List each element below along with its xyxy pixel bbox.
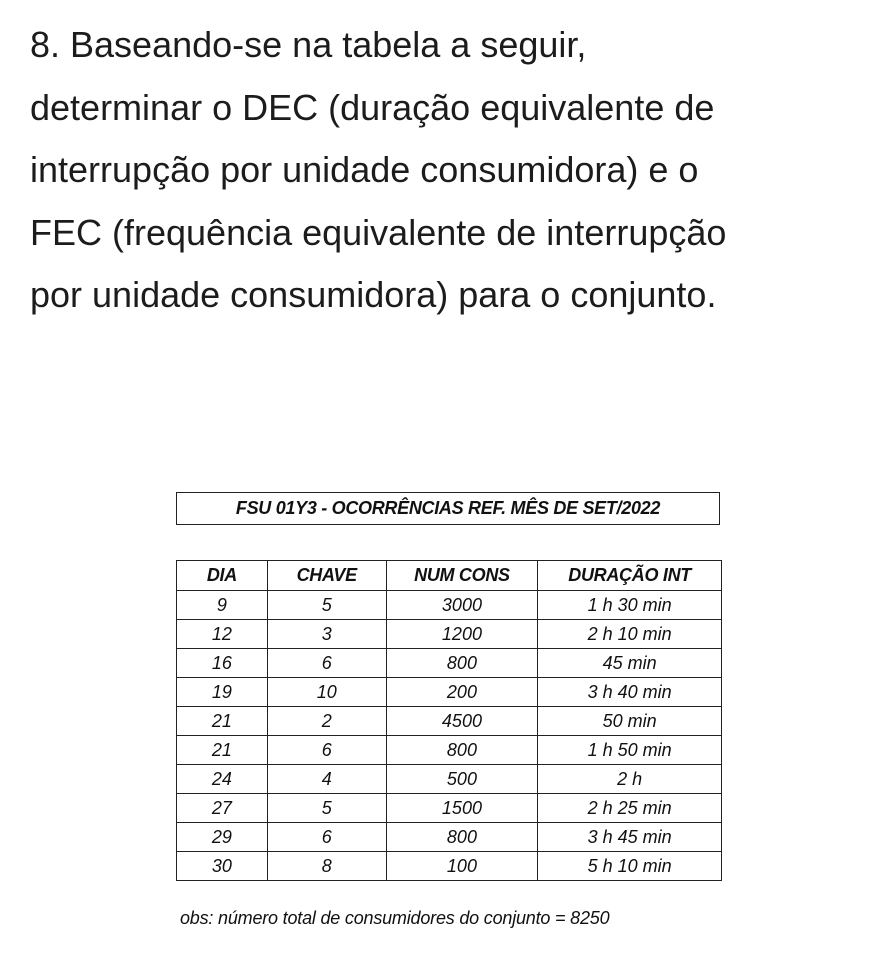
cell-num-cons: 3000 [386, 591, 538, 620]
table-row [177, 649, 722, 678]
cell-chave: 10 [267, 678, 386, 707]
table-row [177, 794, 722, 823]
cell-dia: 27 [177, 794, 268, 823]
header-chave: CHAVE [267, 561, 386, 591]
cell-dia: 21 [177, 707, 268, 736]
cell-duracao-int: 2 h 10 min [538, 620, 722, 649]
cell-duracao-int: 1 h 50 min [538, 736, 722, 765]
cell-chave: 4 [267, 765, 386, 794]
cell-chave: 5 [267, 591, 386, 620]
cell-chave: 5 [267, 794, 386, 823]
cell-dia: 21 [177, 736, 268, 765]
table-row [177, 823, 722, 852]
cell-num-cons: 1500 [386, 794, 538, 823]
cell-chave: 6 [267, 736, 386, 765]
cell-num-cons: 100 [386, 852, 538, 881]
cell-dia: 19 [177, 678, 268, 707]
table-row [177, 852, 722, 881]
header-duracao-int: DURAÇÃO INT [538, 561, 722, 591]
question-text: 8. Baseando-se na tabela a seguir, determinar o DEC (duração equivalente de interrupção por unidade consumidora) e o FEC (frequência equivalente de interrupção por unidade consumidora) para o conjunto. [30, 24, 727, 315]
header-num-cons: NUM CONS [386, 561, 538, 591]
table-row [177, 707, 722, 736]
cell-num-cons: 500 [386, 765, 538, 794]
cell-num-cons: 1200 [386, 620, 538, 649]
cell-num-cons: 800 [386, 823, 538, 852]
table-row [177, 765, 722, 794]
cell-dia: 29 [177, 823, 268, 852]
cell-num-cons: 4500 [386, 707, 538, 736]
table-title: FSU 01Y3 - OCORRÊNCIAS REF. MÊS DE SET/2022 [176, 492, 720, 525]
cell-chave: 6 [267, 649, 386, 678]
cell-dia: 9 [177, 591, 268, 620]
cell-num-cons: 200 [386, 678, 538, 707]
table-row [177, 591, 722, 620]
cell-dia: 16 [177, 649, 268, 678]
table-row [177, 678, 722, 707]
cell-chave: 3 [267, 620, 386, 649]
table-row [177, 620, 722, 649]
table-header-row [177, 561, 722, 591]
cell-duracao-int: 2 h [538, 765, 722, 794]
cell-dia: 24 [177, 765, 268, 794]
cell-chave: 6 [267, 823, 386, 852]
header-dia: DIA [177, 561, 268, 591]
cell-duracao-int: 45 min [538, 649, 722, 678]
cell-dia: 30 [177, 852, 268, 881]
cell-duracao-int: 50 min [538, 707, 722, 736]
table-note: obs: número total de consumidores do conjunto = 8250 [180, 908, 610, 928]
table-row [177, 736, 722, 765]
cell-dia: 12 [177, 620, 268, 649]
cell-chave: 8 [267, 852, 386, 881]
cell-duracao-int: 2 h 25 min [538, 794, 722, 823]
cell-duracao-int: 3 h 40 min [538, 678, 722, 707]
cell-duracao-int: 3 h 45 min [538, 823, 722, 852]
occurrences-table [176, 560, 722, 881]
cell-chave: 2 [267, 707, 386, 736]
cell-num-cons: 800 [386, 649, 538, 678]
cell-duracao-int: 1 h 30 min [538, 591, 722, 620]
cell-num-cons: 800 [386, 736, 538, 765]
cell-duracao-int: 5 h 10 min [538, 852, 722, 881]
